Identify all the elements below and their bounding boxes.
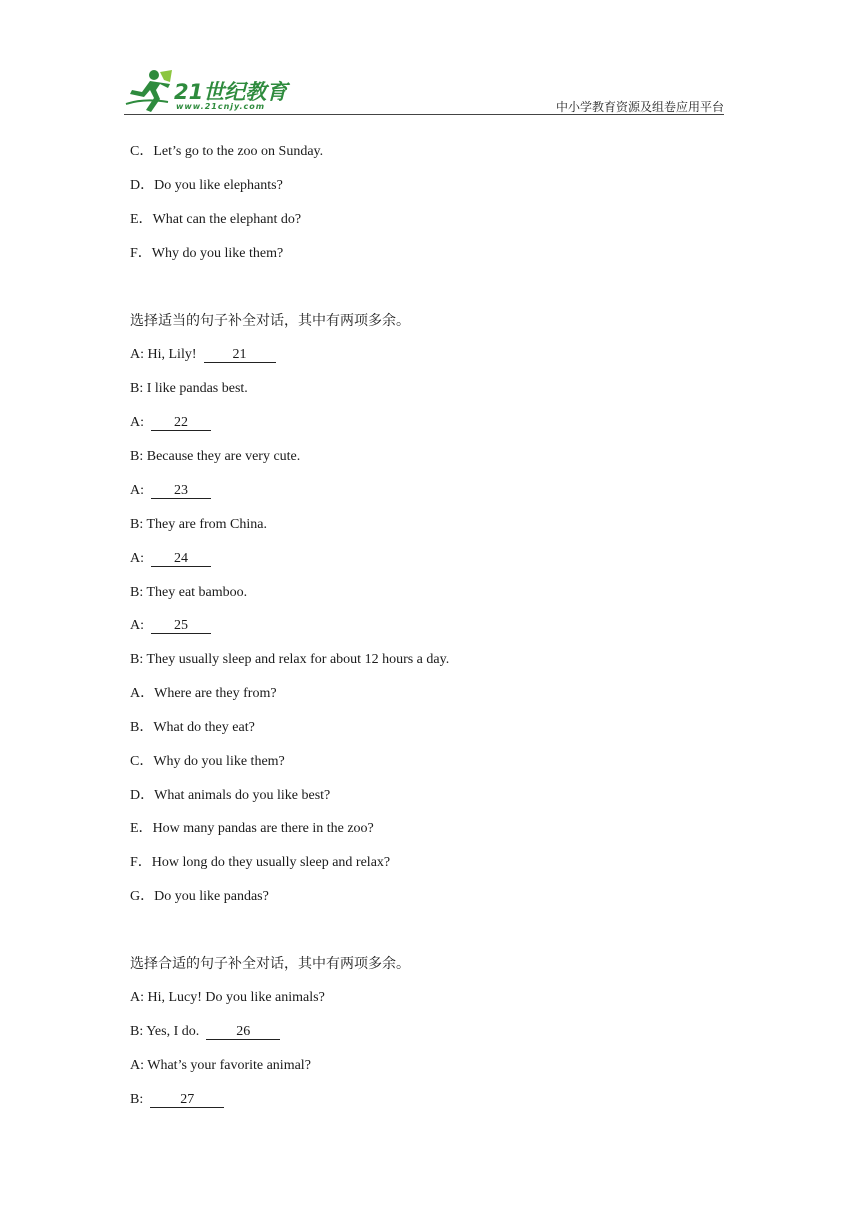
instruction: 选择适当的句子补全对话，其中有两项多余。 [130,313,410,329]
option-item: E．How many pandas are there in the zoo? [130,821,374,836]
answer-blank[interactable]: 21 [204,347,276,363]
option-item: E．What can the elephant do? [130,212,302,227]
dialogue-line: A: Hi, Lily! 21 [130,346,276,364]
dialogue-line: A: 22 [130,414,211,432]
dialogue-line: A: 25 [130,617,211,635]
header-divider [124,114,724,115]
page-header [124,66,724,116]
logo-url: www.21cnjy.com [176,102,266,111]
dialogue-line: A: 23 [130,482,211,500]
option-item: C．Why do you like them? [130,754,285,769]
dialogue-line: B: They are from China. [130,517,267,532]
answer-blank[interactable]: 24 [151,551,211,567]
option-item: A．Where are they from? [130,686,277,701]
option-item: D．What animals do you like best? [130,788,331,803]
logo-text: 21世纪教育 [174,80,288,104]
answer-blank[interactable]: 22 [151,415,211,431]
dialogue-line: B: Yes, I do. 26 [130,1023,280,1041]
answer-blank[interactable]: 26 [206,1024,280,1040]
dialogue-line: B: They eat bamboo. [130,585,248,600]
answer-blank[interactable]: 27 [150,1092,224,1108]
option-item: G．Do you like pandas? [130,889,269,904]
logo [124,68,294,114]
option-item: F．How long do they usually sleep and relax? [130,855,391,870]
option-item: F．Why do you like them? [130,246,284,261]
dialogue-line: B: 27 [130,1091,224,1109]
option-item: D．Do you like elephants? [130,178,283,193]
option-item: C．Let’s go to the zoo on Sunday. [130,144,324,159]
option-item: B．What do they eat? [130,720,255,735]
dialogue-line: B: They usually sleep and relax for about 12 hours a day. [130,652,450,667]
dialogue-line: B: Because they are very cute. [130,449,301,464]
dialogue-line: A: What’s your favorite animal? [130,1058,311,1073]
platform-name: 中小学教育资源及组卷应用平台 [555,100,724,114]
running-man-icon [124,68,174,114]
dialogue-line: A: Hi, Lucy! Do you like animals? [130,990,325,1005]
dialogue-line: B: I like pandas best. [130,381,248,396]
instruction: 选择合适的句子补全对话，其中有两项多余。 [130,956,410,972]
answer-blank[interactable]: 23 [151,483,211,499]
dialogue-line: A: 24 [130,550,211,568]
answer-blank[interactable]: 25 [151,618,211,634]
